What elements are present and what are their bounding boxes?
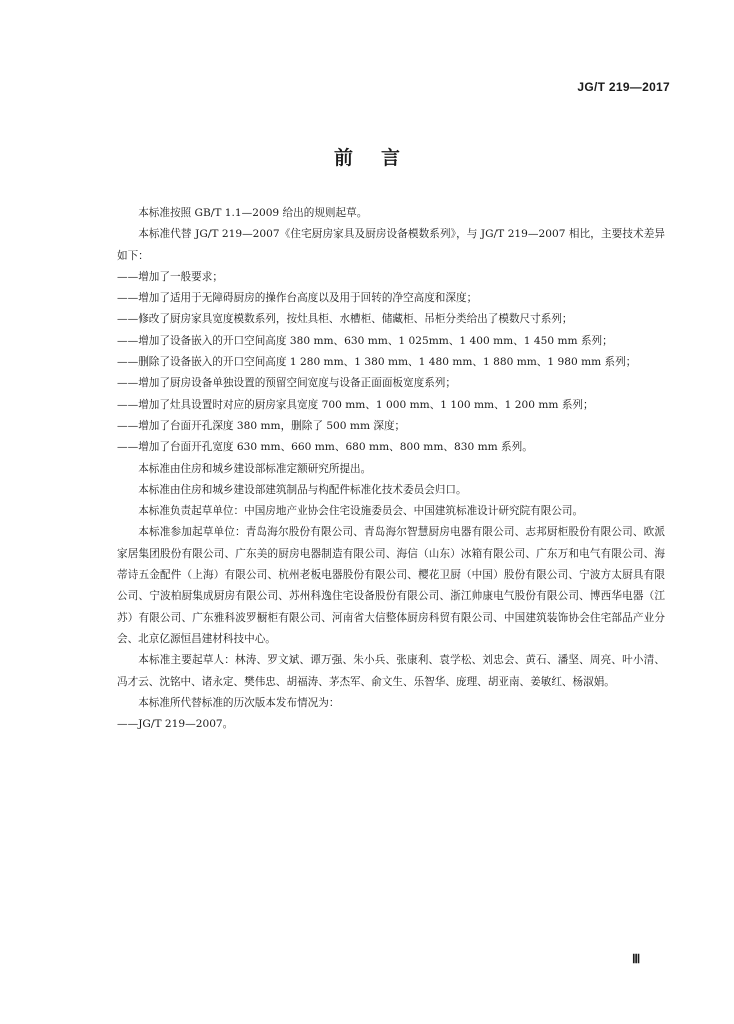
paragraph: 本标准代替 JG/T 219—2007《住宅厨房家具及厨房设备模数系列》，与 JG/T 219—2007 相比，主要技术差异如下： [117,228,665,262]
change-item: ——增加了台面开孔宽度 630 mm、660 mm、680 mm、800 mm、830 mm 系列。 [117,441,533,454]
page-title: 前言 [333,147,428,169]
paragraph: 本标准所代替标准的历次版本发布情况为： [138,696,340,709]
paragraph: 本标准参加起草单位：青岛海尔股份有限公司、青岛海尔智慧厨房电器有限公司、志邦厨柜股份有限公司、欧派家居集团股份有限公司、广东美的厨房电器制造有限公司、海信（山东）冰箱有限公司、广东万和电气有限公司、海蒂诗五金配件（上海）有限公司、杭州老板电器股份有限公司、樱花卫厨（中国）股份有限公司、宁波方太厨具有限公司、宁波柏厨集成厨房有限公司、苏州科逸住宅设备股份有限公司、浙江帅康电气股份有限公司、博西华电器（江苏）有限公司、广东雅科波罗橱柜有限公司、河南省大信整体厨房科贸有限公司、中国建筑装饰协会住宅部品产业分会、北京亿源恒昌建材科技中心。 [117,526,665,645]
change-item: ——增加了设备嵌入的开口空间高度 380 mm、630 mm、1 025mm、1 400 mm、1 450 mm 系列； [117,334,613,347]
change-item: ——修改了厨房家具宽度模数系列，按灶具柜、水槽柜、储藏柜、吊柜分类给出了模数尺寸系列； [117,313,573,326]
change-item: ——删除了设备嵌入的开口空间高度 1 280 mm、1 380 mm、1 480 mm、1 880 mm、1 980 mm 系列； [117,356,637,369]
change-item: ——增加了厨房设备单独设置的预留空间宽度与设备正面面板宽度系列； [117,377,456,390]
change-item: ——增加了适用于无障碍厨房的操作台高度以及用于回转的净空高度和深度； [117,292,478,305]
change-item: ——增加了台面开孔深度 380 mm，删除了 500 mm 深度； [117,419,406,432]
paragraph: 本标准负责起草单位：中国房地产业协会住宅设施委员会、中国建筑标准设计研究院有限公司。 [138,505,584,518]
paragraph: 本标准由住房和城乡建设部标准定额研究所提出。 [138,462,372,475]
paragraph: 本标准主要起草人：林涛、罗文斌、谭万强、朱小兵、张康利、袁学松、刘忠会、黄石、潘坚、周亮、叶小清、冯才云、沈铭中、诸永定、樊伟忠、胡福涛、茅杰军、俞文生、乐智华、庞理、胡亚南、姜敏红、杨淑娟。 [117,654,665,688]
paragraph: 本标准由住房和城乡建设部建筑制品与构配件标准化技术委员会归口。 [138,483,467,496]
standard-code: JG/T 219—2017 [577,80,670,94]
change-item: ——增加了一般要求； [117,270,223,283]
paragraph: 本标准按照 GB/T 1.1—2009 给出的规则起草。 [138,207,368,219]
history-item: ——JG/T 219—2007。 [117,718,234,731]
page-number: Ⅲ [632,952,641,966]
change-item: ——增加了灶具设置时对应的厨房家具宽度 700 mm、1 000 mm、1 100 mm、1 200 mm 系列； [117,398,594,411]
foreword-body [117,203,665,735]
